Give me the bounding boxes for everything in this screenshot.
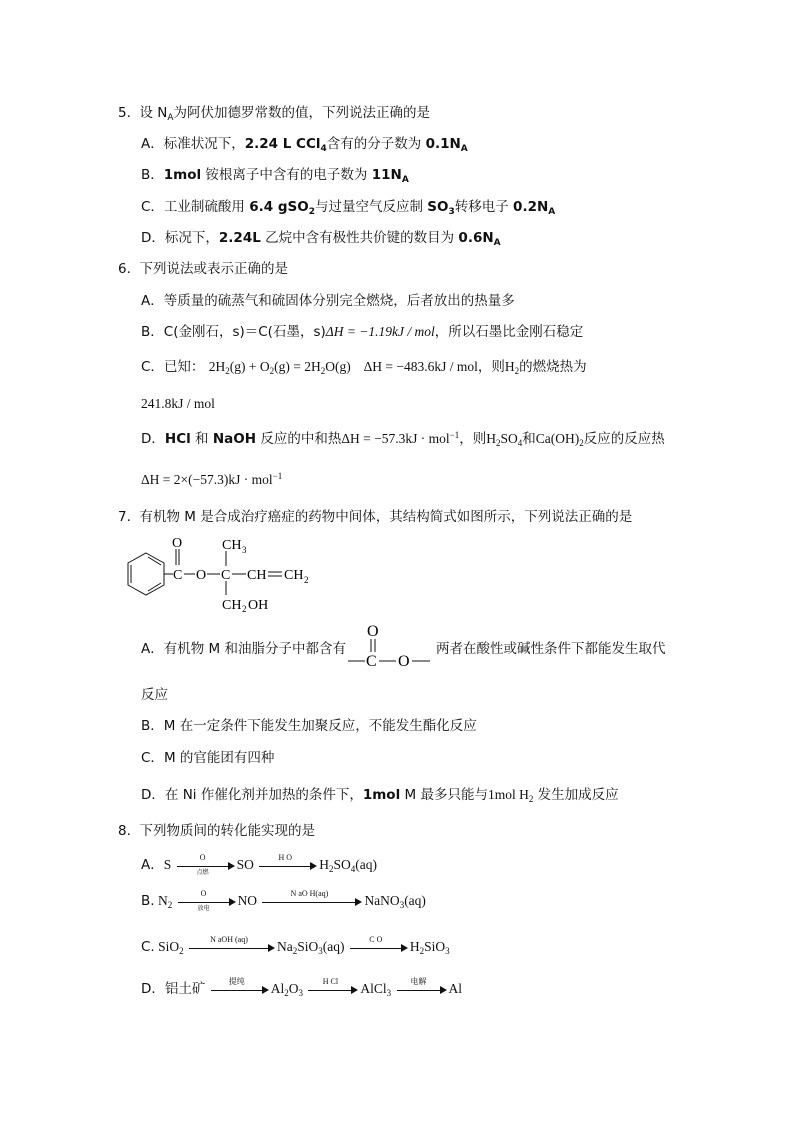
reaction-arrow: C O	[350, 941, 408, 955]
q7-stem: 7. 有机物 M 是合成治疗癌症的药物中间体，其结构简式如图所示，下列说法正确的是	[118, 509, 633, 525]
q8-option-d: D．铝土矿 提纯 $Al_2O_3$ H Cl AlCl$_3$ 电解 Al	[141, 976, 463, 998]
struct-o2: O	[196, 568, 207, 583]
q8-stem: 8. 下列物质间的转化能实现的是	[118, 823, 315, 839]
reaction-arrow: O 放电	[178, 895, 236, 909]
q7-option-d: D．在 Ni 作催化剂并加热的条件下，1mol M 最多只能与1mol $H_2$ 发生加成反应	[141, 787, 619, 804]
reaction-arrow: O 点燃	[177, 859, 235, 873]
q5-option-c: C．工业制硫酸用 6.4 gSO$_2$与过量空气反应制 $SO_3$转移电子 $0.2N_A$	[141, 199, 556, 217]
q6-option-a: A．等质量的硫蒸气和硫固体分别完全燃烧，后者放出的热量多	[141, 293, 515, 309]
q6-option-b: B．C(金刚石，s)＝C(石墨，s)ΔH = −1.19kJ / mol，所以石墨比金刚石稳定	[141, 324, 584, 340]
reaction-arrow: H Cl	[308, 983, 358, 997]
ester-group-structure	[346, 618, 436, 668]
svg-text:O: O	[367, 623, 379, 640]
struct-ch3: CH	[222, 538, 242, 553]
svg-text:C: C	[366, 653, 377, 668]
q5-option-d: D．标况下，2.24L 乙烷中含有极性共价键的数目为 $0.6N_A$	[141, 230, 501, 248]
q8-option-b: B. $N_2$ O 放电 NO N aO H(aq) NaNO$_3$(aq)	[141, 888, 426, 912]
reaction-arrow: 电解	[397, 983, 447, 997]
struct-ch2-sub: 2	[304, 575, 309, 585]
q6-option-c-value: 241.8kJ / mol	[141, 396, 215, 411]
q8-option-a: A．S O 点燃 SO H O $H_2SO_4(aq)$	[141, 852, 378, 876]
struct-c: C	[173, 568, 183, 583]
struct-oh: OH	[248, 598, 269, 613]
svg-text:O: O	[398, 653, 410, 668]
q6-option-c: C．已知： $2H_2(g) + O_2(g) = 2H_2O(g)$ ΔH = −483.6kJ / mol，则$H_2$的燃烧热为	[141, 359, 587, 376]
q8-option-c: C. SiO$_2$ N aOH (aq) $Na_2SiO_3(aq)$ C O $H_2SiO_3$	[141, 934, 450, 956]
q7-option-a-cont: 两者在酸性或碱性条件下都能发生取代	[436, 641, 666, 657]
q7-option-c: C．M 的官能团有四种	[141, 750, 275, 766]
q6-option-d: D．HCl 和 NaOH 反应的中和热ΔH = −57.3kJ · mol$^{-1}$，则$H_2SO_4$和$Ca(OH)_2$反应的反应热	[141, 430, 665, 448]
struct-ch2: CH	[284, 568, 304, 583]
struct-ch2oh: CH	[222, 598, 242, 613]
q7-option-b: B．M 在一定条件下能发生加聚反应，不能发生酯化反应	[141, 718, 477, 734]
q7-option-a-line2: 反应	[141, 687, 168, 703]
reaction-arrow: 提纯	[211, 983, 269, 997]
q6-option-d-value: ΔH = 2×(−57.3)kJ · mol$^{-1}$	[141, 471, 283, 487]
struct-ch: CH	[247, 568, 267, 583]
struct-ch2oh-sub: 2	[242, 604, 247, 613]
reaction-arrow: H O	[259, 859, 317, 873]
q5-stem: 5. 设 $N_A$为阿伏加德罗常数的值，下列说法正确的是	[118, 105, 431, 123]
q5-option-a: A．标准状况下，2.24 L CCl$_4$含有的分子数为 $0.1N_A$	[141, 136, 468, 154]
reaction-arrow: N aO H(aq)	[262, 895, 362, 909]
reaction-arrow: N aOH (aq)	[189, 941, 275, 955]
molecule-m-structure	[118, 533, 328, 613]
q7-option-a: A．有机物 M 和油脂分子中都含有	[141, 641, 346, 657]
q5-option-b: B．1mol 铵根离子中含有的电子数为 $11N_A$	[141, 167, 409, 185]
q6-stem: 6. 下列说法或表示正确的是	[118, 261, 288, 277]
struct-o: O	[172, 536, 183, 551]
struct-cq: C	[221, 568, 231, 583]
struct-ch3-sub: 3	[242, 545, 247, 555]
